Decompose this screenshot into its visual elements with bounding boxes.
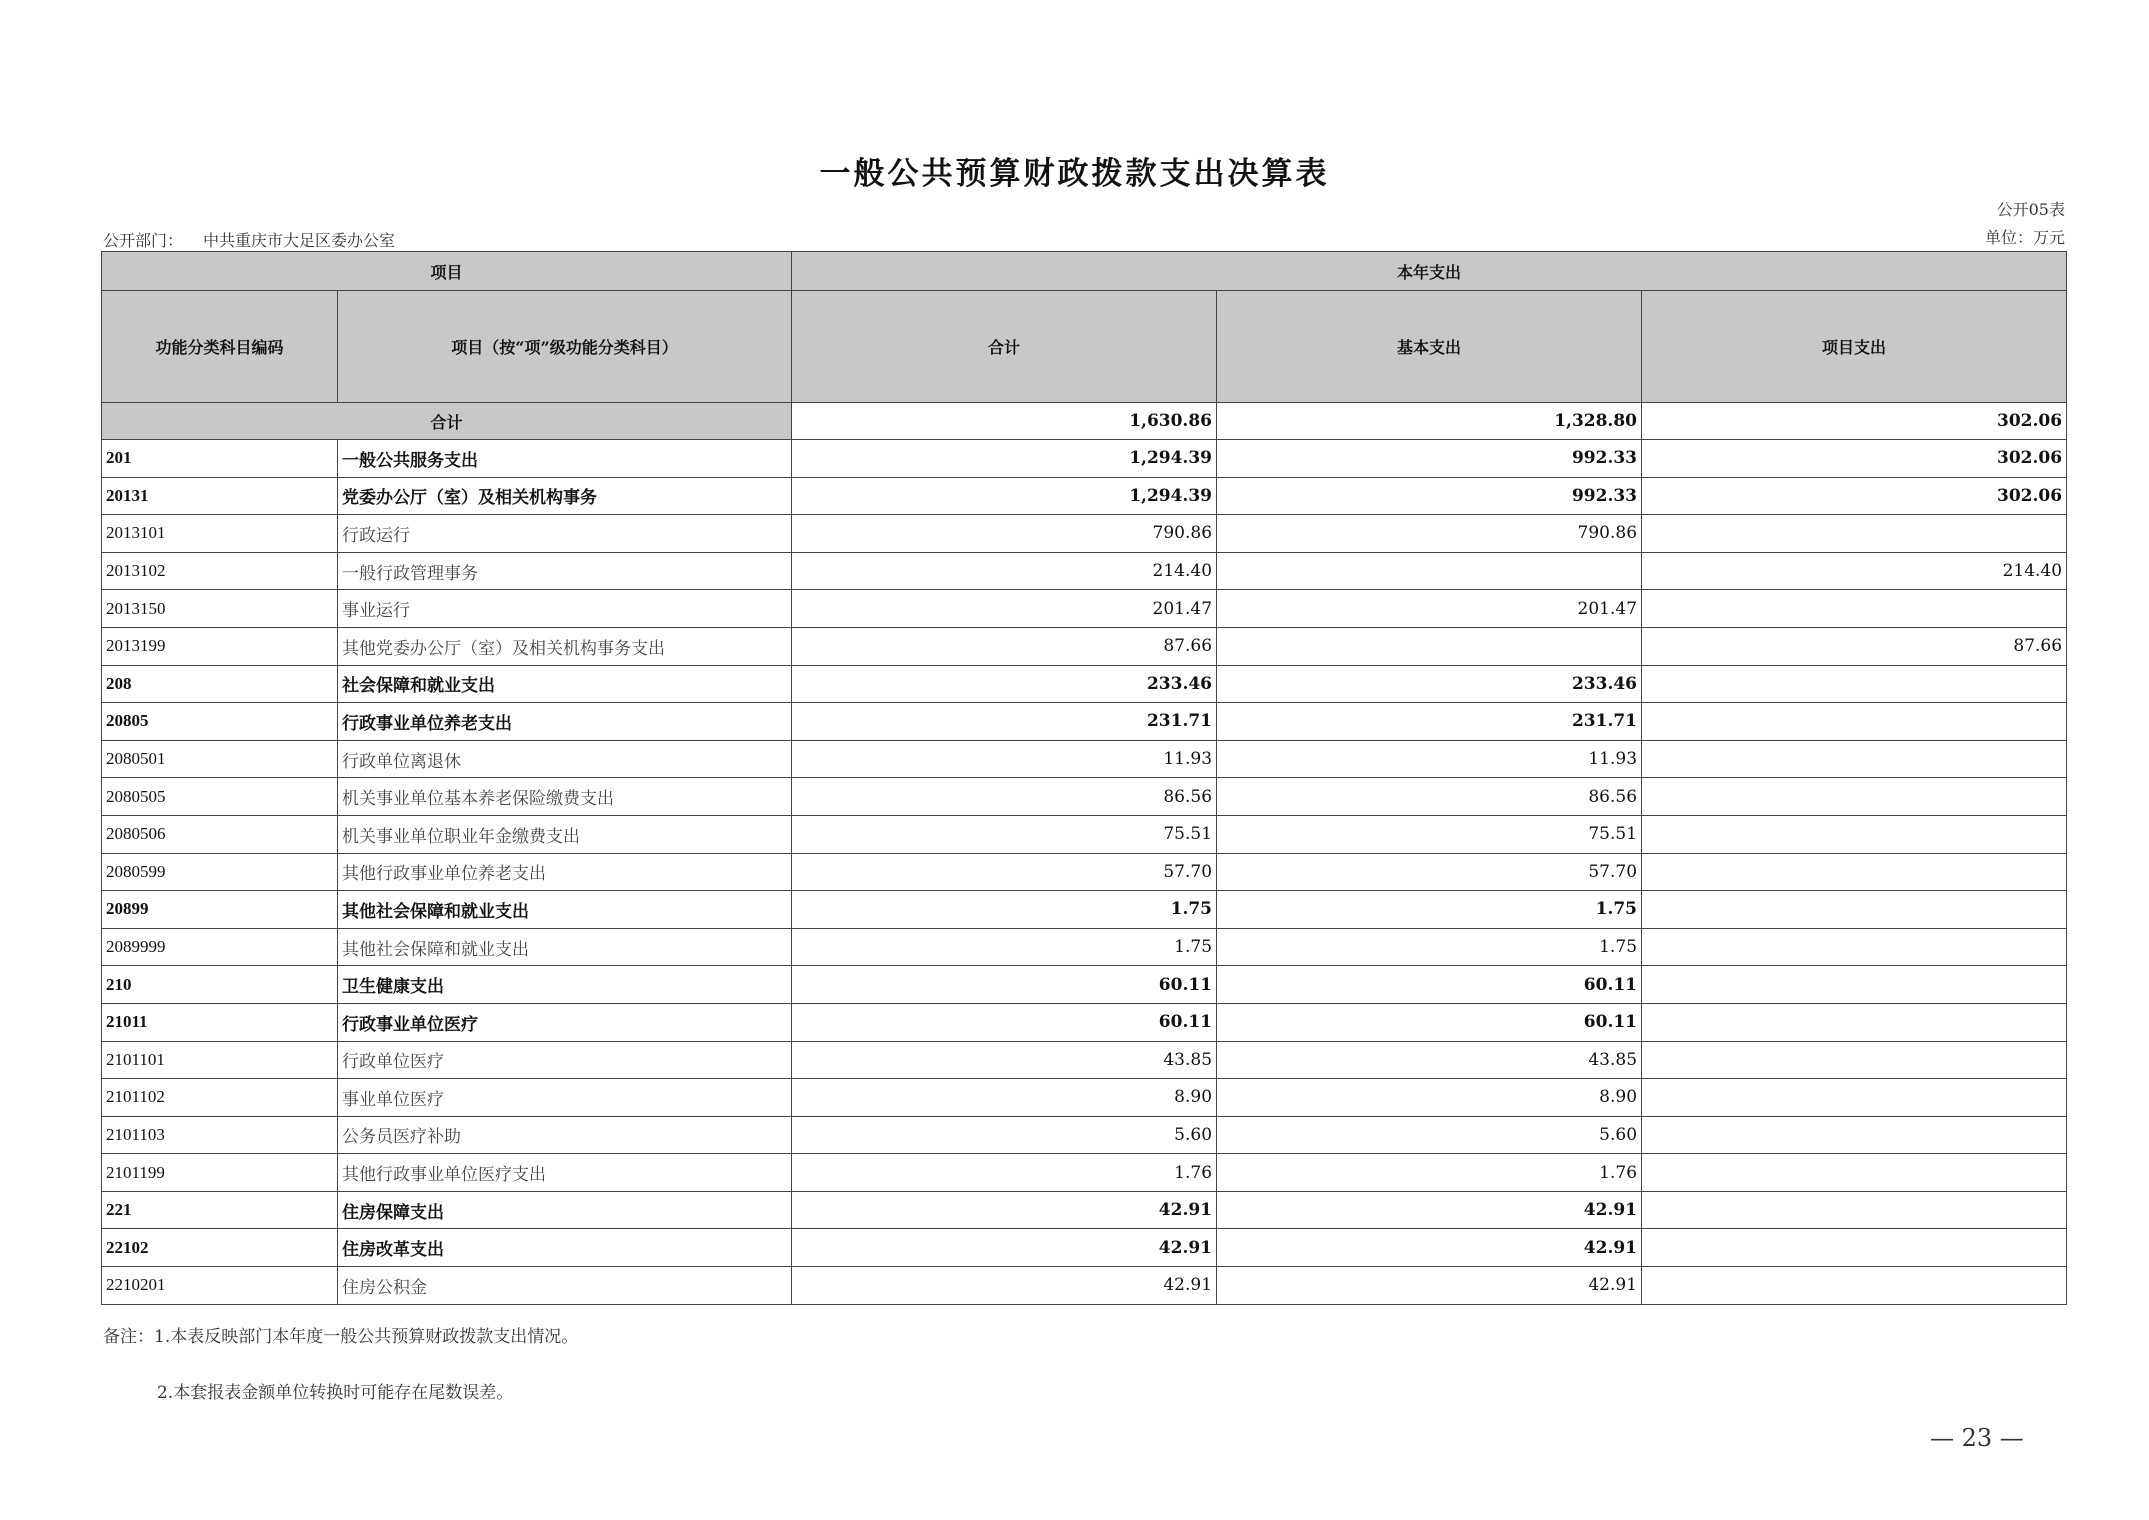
row-code: 201 [102, 440, 338, 478]
row-project [1642, 1154, 2067, 1192]
row-basic: 790.86 [1217, 515, 1642, 553]
expenditure-table [101, 251, 2067, 1305]
table-row [102, 1229, 2067, 1267]
total-row [102, 403, 2067, 440]
row-basic: 60.11 [1217, 966, 1642, 1004]
row-name: 住房改革支出 [338, 1229, 792, 1267]
row-code: 2101102 [102, 1079, 338, 1117]
row-project [1642, 815, 2067, 853]
row-project [1642, 891, 2067, 929]
row-code: 2210201 [102, 1267, 338, 1305]
row-basic: 42.91 [1217, 1191, 1642, 1229]
row-project [1642, 1267, 2067, 1305]
row-basic: 43.85 [1217, 1041, 1642, 1079]
table-row [102, 590, 2067, 628]
row-name: 党委办公厅（室）及相关机构事务 [338, 477, 792, 515]
header-row-top [102, 252, 2067, 291]
row-name: 其他行政事业单位养老支出 [338, 853, 792, 891]
row-name: 其他社会保障和就业支出 [338, 928, 792, 966]
table-row [102, 778, 2067, 816]
row-total: 42.91 [792, 1191, 1217, 1229]
row-code: 2013101 [102, 515, 338, 553]
table-row [102, 966, 2067, 1004]
table-row [102, 665, 2067, 703]
row-name: 机关事业单位基本养老保险缴费支出 [338, 778, 792, 816]
row-code: 2101101 [102, 1041, 338, 1079]
header-total: 合计 [792, 291, 1217, 403]
page-title: 一般公共预算财政拨款支出决算表 [819, 156, 1330, 192]
table-row [102, 740, 2067, 778]
row-total: 8.90 [792, 1079, 1217, 1117]
table-row [102, 815, 2067, 853]
row-basic: 42.91 [1217, 1229, 1642, 1267]
row-name: 卫生健康支出 [338, 966, 792, 1004]
row-basic: 5.60 [1217, 1116, 1642, 1154]
total-total: 1,630.86 [792, 403, 1217, 440]
row-total: 42.91 [792, 1229, 1217, 1267]
row-name: 行政单位医疗 [338, 1041, 792, 1079]
row-project [1642, 1229, 2067, 1267]
table-row [102, 1041, 2067, 1079]
row-basic: 42.91 [1217, 1267, 1642, 1305]
row-total: 86.56 [792, 778, 1217, 816]
row-total: 43.85 [792, 1041, 1217, 1079]
row-project [1642, 1003, 2067, 1041]
row-name: 事业运行 [338, 590, 792, 628]
row-project [1642, 1116, 2067, 1154]
header-basic: 基本支出 [1217, 291, 1642, 403]
row-name: 公务员医疗补助 [338, 1116, 792, 1154]
row-project: 214.40 [1642, 552, 2067, 590]
row-project [1642, 665, 2067, 703]
row-name: 其他党委办公厅（室）及相关机构事务支出 [338, 627, 792, 665]
row-code: 208 [102, 665, 338, 703]
row-basic: 1.75 [1217, 891, 1642, 929]
table-row [102, 1003, 2067, 1041]
row-name: 一般公共服务支出 [338, 440, 792, 478]
header-project: 项目支出 [1642, 291, 2067, 403]
row-total: 231.71 [792, 703, 1217, 741]
total-basic: 1,328.80 [1217, 403, 1642, 440]
row-project [1642, 778, 2067, 816]
form-number: 公开05表 [1996, 200, 2065, 219]
row-total: 201.47 [792, 590, 1217, 628]
row-code: 2101103 [102, 1116, 338, 1154]
row-name: 机关事业单位职业年金缴费支出 [338, 815, 792, 853]
row-project [1642, 853, 2067, 891]
row-project [1642, 1191, 2067, 1229]
table-body [102, 403, 2067, 1305]
row-basic [1217, 627, 1642, 665]
row-basic: 11.93 [1217, 740, 1642, 778]
row-code: 221 [102, 1191, 338, 1229]
row-total: 1,294.39 [792, 440, 1217, 478]
table-row [102, 703, 2067, 741]
row-code: 22102 [102, 1229, 338, 1267]
header-current-year: 本年支出 [792, 252, 2067, 291]
row-total: 5.60 [792, 1116, 1217, 1154]
table-row [102, 552, 2067, 590]
row-project [1642, 740, 2067, 778]
row-project [1642, 966, 2067, 1004]
department-name: 中共重庆市大足区委办公室 [203, 231, 396, 250]
row-code: 210 [102, 966, 338, 1004]
row-total: 11.93 [792, 740, 1217, 778]
header-item: 项目 [102, 252, 792, 291]
row-basic [1217, 552, 1642, 590]
row-total: 233.46 [792, 665, 1217, 703]
row-total: 1.75 [792, 891, 1217, 929]
row-basic: 1.76 [1217, 1154, 1642, 1192]
row-total: 87.66 [792, 627, 1217, 665]
row-code: 2013150 [102, 590, 338, 628]
table-row [102, 1116, 2067, 1154]
table-row [102, 1154, 2067, 1192]
row-code: 20131 [102, 477, 338, 515]
row-basic: 8.90 [1217, 1079, 1642, 1117]
row-total: 75.51 [792, 815, 1217, 853]
row-code: 20899 [102, 891, 338, 929]
row-name: 住房保障支出 [338, 1191, 792, 1229]
row-total: 42.91 [792, 1267, 1217, 1305]
row-total: 1.75 [792, 928, 1217, 966]
row-name: 社会保障和就业支出 [338, 665, 792, 703]
note-2: 2.本套报表金额单位转换时可能存在尾数误差。 [157, 1383, 514, 1403]
row-basic: 1.75 [1217, 928, 1642, 966]
row-basic: 992.33 [1217, 477, 1642, 515]
table-row [102, 928, 2067, 966]
row-basic: 231.71 [1217, 703, 1642, 741]
table-row [102, 1267, 2067, 1305]
table-row [102, 1079, 2067, 1117]
row-name: 行政运行 [338, 515, 792, 553]
page-number: — 23 — [1930, 1424, 2024, 1452]
row-code: 2013102 [102, 552, 338, 590]
total-project: 302.06 [1642, 403, 2067, 440]
row-name: 行政事业单位养老支出 [338, 703, 792, 741]
row-basic: 60.11 [1217, 1003, 1642, 1041]
row-code: 2080599 [102, 853, 338, 891]
row-basic: 75.51 [1217, 815, 1642, 853]
row-basic: 86.56 [1217, 778, 1642, 816]
row-code: 2080501 [102, 740, 338, 778]
unit-label: 单位：万元 [1984, 228, 2065, 247]
row-total: 57.70 [792, 853, 1217, 891]
row-project: 302.06 [1642, 477, 2067, 515]
row-project [1642, 515, 2067, 553]
table-row [102, 440, 2067, 478]
total-label: 合计 [102, 403, 792, 440]
row-name: 行政事业单位医疗 [338, 1003, 792, 1041]
row-name: 一般行政管理事务 [338, 552, 792, 590]
row-name: 住房公积金 [338, 1267, 792, 1305]
table-row [102, 515, 2067, 553]
table-row [102, 853, 2067, 891]
row-total: 214.40 [792, 552, 1217, 590]
row-name: 行政单位离退休 [338, 740, 792, 778]
row-code: 2080505 [102, 778, 338, 816]
note-1: 备注：1.本表反映部门本年度一般公共预算财政拨款支出情况。 [103, 1327, 579, 1347]
row-code: 20805 [102, 703, 338, 741]
table-row [102, 627, 2067, 665]
header-name: 项目（按“项”级功能分类科目） [338, 291, 792, 403]
row-project [1642, 1079, 2067, 1117]
row-basic: 992.33 [1217, 440, 1642, 478]
row-project [1642, 703, 2067, 741]
row-project: 302.06 [1642, 440, 2067, 478]
row-basic: 57.70 [1217, 853, 1642, 891]
row-basic: 233.46 [1217, 665, 1642, 703]
row-project [1642, 928, 2067, 966]
row-project [1642, 590, 2067, 628]
row-total: 790.86 [792, 515, 1217, 553]
row-name: 其他行政事业单位医疗支出 [338, 1154, 792, 1192]
header-row-bottom [102, 291, 2067, 403]
header-code: 功能分类科目编码 [102, 291, 338, 403]
department-line [103, 228, 395, 251]
row-name: 其他社会保障和就业支出 [338, 891, 792, 929]
row-total: 60.11 [792, 1003, 1217, 1041]
department-label: 公开部门： [103, 231, 184, 250]
row-code: 2101199 [102, 1154, 338, 1192]
row-project: 87.66 [1642, 627, 2067, 665]
row-code: 2080506 [102, 815, 338, 853]
row-code: 2013199 [102, 627, 338, 665]
row-total: 1,294.39 [792, 477, 1217, 515]
row-basic: 201.47 [1217, 590, 1642, 628]
table-row [102, 891, 2067, 929]
table-row [102, 477, 2067, 515]
row-total: 60.11 [792, 966, 1217, 1004]
table-row [102, 1191, 2067, 1229]
row-total: 1.76 [792, 1154, 1217, 1192]
row-project [1642, 1041, 2067, 1079]
row-code: 21011 [102, 1003, 338, 1041]
row-name: 事业单位医疗 [338, 1079, 792, 1117]
row-code: 2089999 [102, 928, 338, 966]
